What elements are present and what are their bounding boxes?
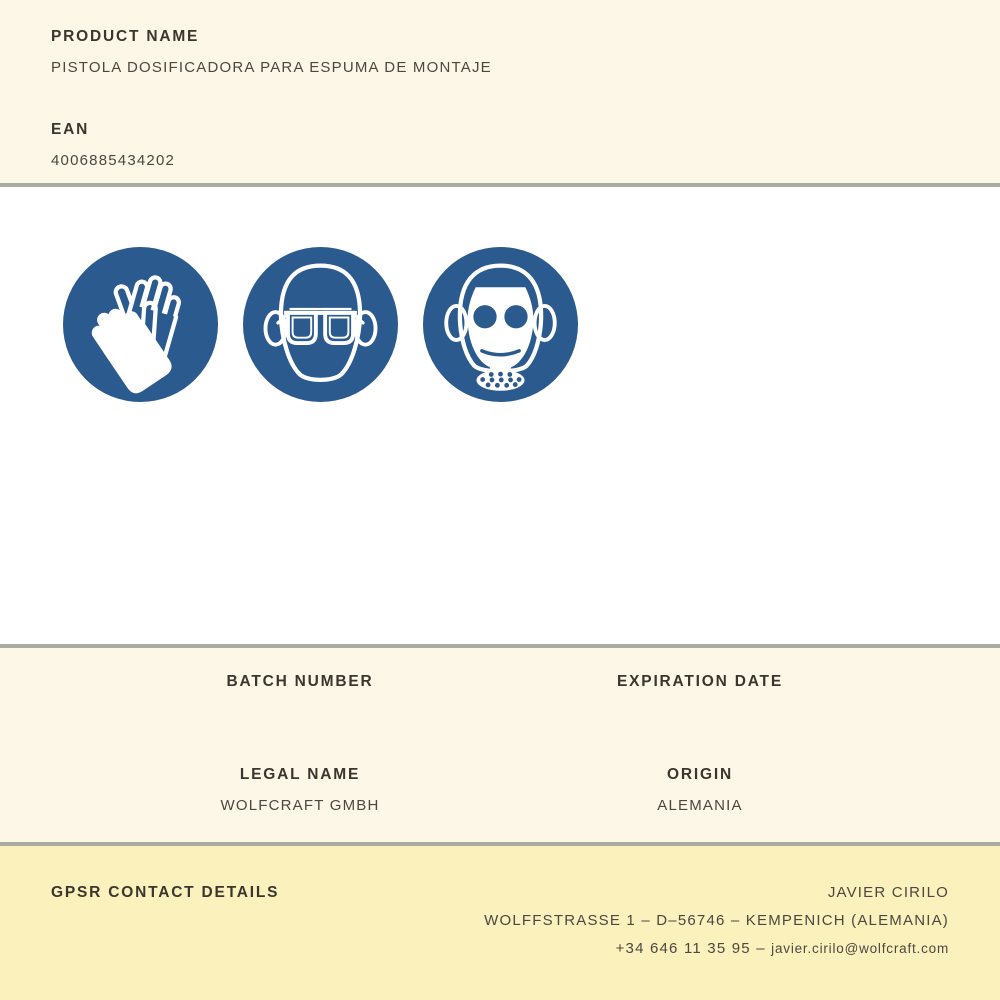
wear-protective-gloves-icon xyxy=(63,247,218,402)
batch-number-value xyxy=(100,703,500,722)
contact-person-name: JAVIER CIRILO xyxy=(827,884,949,901)
gpsr-contact-section xyxy=(0,846,1000,1000)
product-name-value: PISTOLA DOSIFICADORA PARA ESPUMA DE MONTAJE xyxy=(51,59,492,76)
origin-field xyxy=(500,765,900,858)
gpsr-contact-details xyxy=(484,883,949,967)
expiration-date-value xyxy=(500,703,900,722)
contact-email: javier.cirilo@wolfcraft.com xyxy=(771,941,949,956)
product-name-label: PRODUCT NAME xyxy=(51,28,200,45)
contact-address: WOLFFSTRASSE 1 – D–56746 – KEMPENICH (ALEMANIA) xyxy=(484,912,949,929)
gpsr-contact-label: GPSR CONTACT DETAILS xyxy=(51,884,280,901)
wear-eye-protection-icon xyxy=(243,247,398,402)
legal-name-value: WOLFCRAFT GMBH xyxy=(220,797,380,814)
batch-number-field xyxy=(100,672,500,765)
phone-email-separator: – xyxy=(756,940,766,957)
traceability-section xyxy=(0,648,1000,842)
fields-grid xyxy=(100,672,900,858)
ean-label: EAN xyxy=(51,121,90,138)
expiration-date-field xyxy=(500,672,900,765)
contact-phone-email-line xyxy=(484,939,949,958)
safety-icons-row xyxy=(63,247,1000,402)
origin-label: ORIGIN xyxy=(667,766,733,783)
expiration-date-label: EXPIRATION DATE xyxy=(617,673,783,690)
legal-name-field xyxy=(100,765,500,858)
safety-pictograms-section xyxy=(0,187,1000,644)
legal-name-label: LEGAL NAME xyxy=(239,766,361,783)
ean-value: 4006885434202 xyxy=(51,152,176,169)
product-info-section xyxy=(0,0,1000,183)
wear-respiratory-protection-icon xyxy=(423,247,578,402)
batch-number-label: BATCH NUMBER xyxy=(226,673,374,690)
origin-value: ALEMANIA xyxy=(657,797,743,814)
contact-phone: +34 646 11 35 95 xyxy=(615,940,751,957)
